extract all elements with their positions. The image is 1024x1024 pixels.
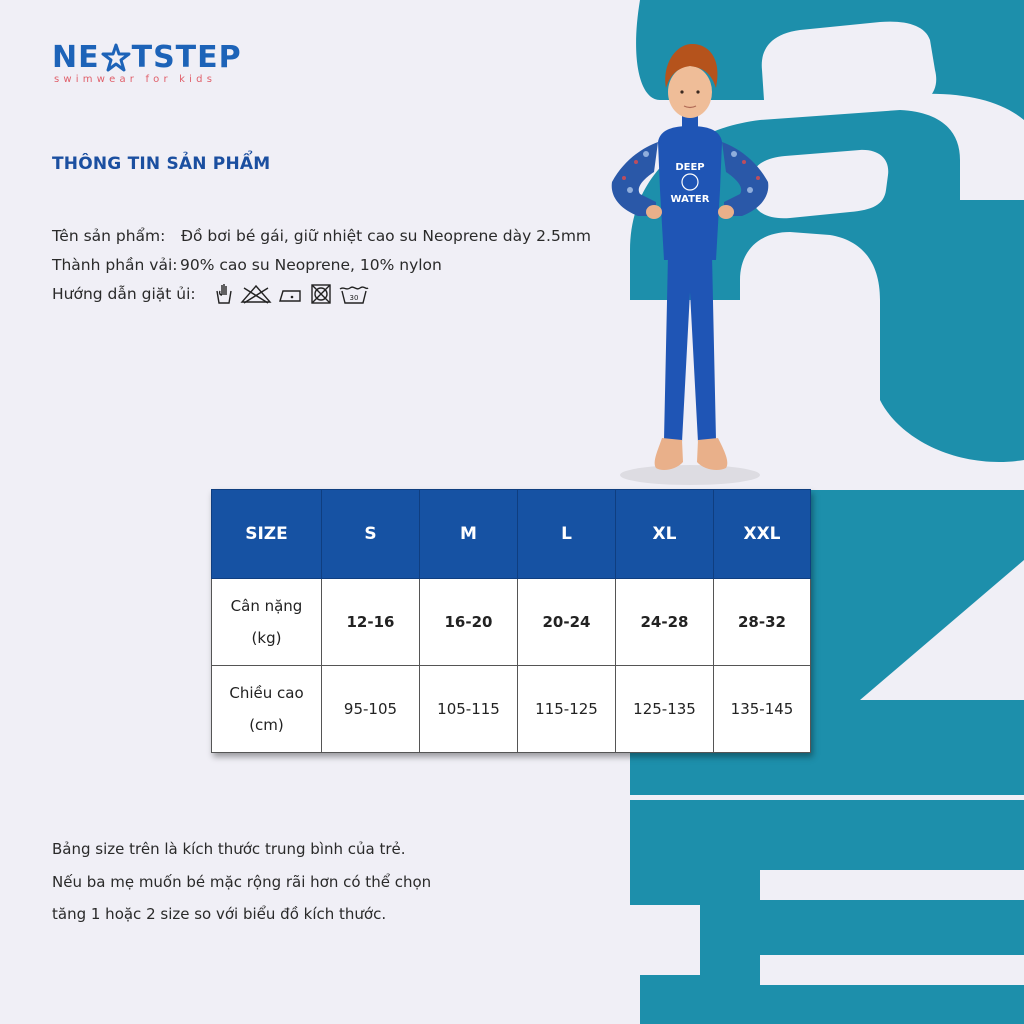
note-line3: tăng 1 hoặc 2 size so với biểu đồ kích thước.	[52, 905, 387, 923]
height-xxl: 135-145	[714, 666, 811, 753]
row-label-height-line1: Chiều cao	[229, 684, 304, 702]
height-l: 115-125	[518, 666, 616, 753]
material-row	[52, 250, 591, 279]
brand-name-part1: NE	[52, 40, 100, 75]
note-line1: Bảng size trên là kích thước trung bình của trẻ.	[52, 840, 406, 858]
height-m: 105-115	[420, 666, 518, 753]
header-xl: XL	[616, 490, 714, 579]
table-row	[212, 666, 811, 753]
care-row	[52, 279, 591, 308]
brand-tagline: swimwear for kids	[54, 74, 217, 85]
size-note	[52, 833, 431, 931]
child-model-image	[590, 30, 790, 490]
weight-xl: 24-28	[616, 579, 714, 666]
swimsuit-print-line2: WATER	[670, 194, 710, 205]
header-size: SIZE	[212, 490, 322, 579]
row-label-height-line2: (cm)	[249, 716, 284, 734]
hand-wash-icon	[214, 283, 234, 305]
size-table-header-row	[212, 490, 811, 579]
header-m: M	[420, 490, 518, 579]
brand-logo	[52, 42, 242, 85]
weight-xxl: 28-32	[714, 579, 811, 666]
header-xxl: XXL	[714, 490, 811, 579]
row-label-weight-line2: (kg)	[251, 629, 282, 647]
section-title: THÔNG TIN SẢN PHẨM	[52, 154, 271, 174]
note-line2: Nếu ba mẹ muốn bé mặc rộng rãi hơn có thể chọn	[52, 872, 432, 891]
row-label-height	[212, 666, 322, 753]
no-tumble-dry-icon	[310, 283, 332, 305]
material-value: 90% cao su Neoprene, 10% nylon	[180, 255, 442, 274]
wash-30-icon	[338, 283, 370, 305]
brand-wordmark	[52, 42, 242, 74]
row-label-weight-line1: Cân nặng	[230, 597, 303, 615]
brand-name-part2: TSTEP	[131, 40, 242, 75]
header-s: S	[322, 490, 420, 579]
material-label: Thành phần vải:	[52, 255, 178, 274]
product-name-value: Đồ bơi bé gái, giữ nhiệt cao su Neoprene dày 2.5mm	[181, 226, 592, 245]
height-xl: 125-135	[616, 666, 714, 753]
size-chart-table	[211, 489, 811, 753]
product-name-label: Tên sản phẩm:	[52, 226, 166, 245]
row-label-weight	[212, 579, 322, 666]
height-s: 95-105	[322, 666, 420, 753]
care-icons	[214, 283, 370, 305]
header-l: L	[518, 490, 616, 579]
no-bleach-icon	[240, 284, 272, 304]
swimsuit-print-line1: DEEP	[675, 162, 705, 173]
product-name-row	[52, 221, 591, 250]
weight-s: 12-16	[322, 579, 420, 666]
iron-low-icon	[278, 284, 304, 304]
weight-l: 20-24	[518, 579, 616, 666]
weight-m: 16-20	[420, 579, 518, 666]
care-label: Hướng dẫn giặt ủi:	[52, 284, 196, 303]
table-row	[212, 579, 811, 666]
starfish-icon	[101, 43, 131, 73]
wash-temp-label: 30	[349, 293, 359, 302]
product-info	[52, 221, 591, 308]
